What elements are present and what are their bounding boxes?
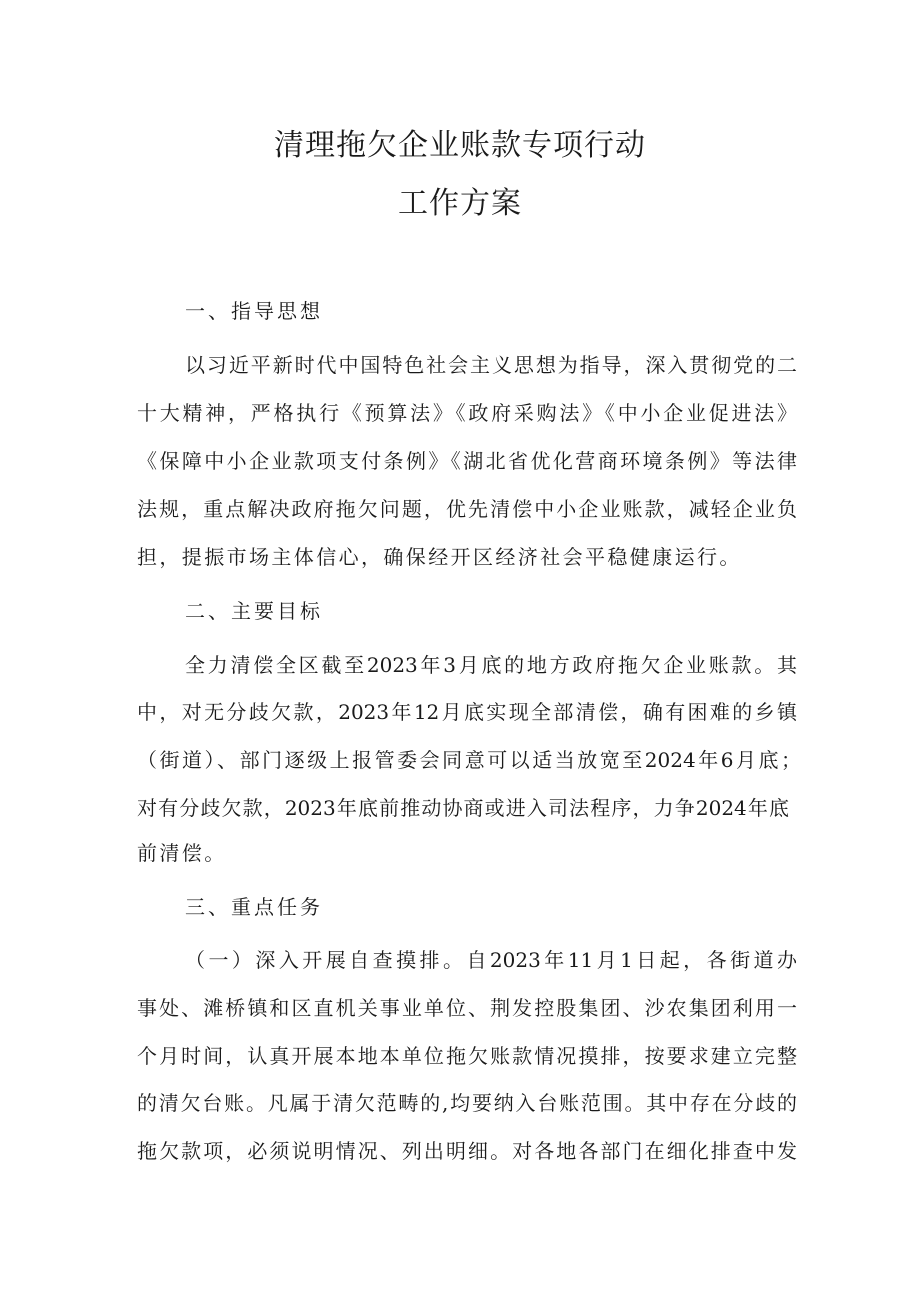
section-heading-key-tasks: 三、重点任务 xyxy=(185,895,323,919)
document-title-line-1: 清理拖欠企业账款专项行动 xyxy=(274,128,646,163)
paragraph-line: 法规，重点解决政府拖欠问题，优先清偿中小企业账款，减轻企业负 xyxy=(137,497,797,521)
paragraph-line: 十大精神，严格执行《预算法》《政府采购法》《中小企业促进法》 xyxy=(137,401,797,425)
paragraph-line: 个月时间，认真开展本地本单位拖欠账款情况摸排，按要求建立完整 xyxy=(137,1044,797,1068)
paragraph-line: 以习近平新时代中国特色社会主义思想为指导，深入贯彻党的二 xyxy=(185,353,797,377)
paragraph-line: 的清欠台账。凡属于清欠范畴的,均要纳入台账范围。其中存在分歧的 xyxy=(137,1091,797,1115)
paragraph-line: （街道）、部门逐级上报管委会同意可以适当放宽至2024年6月底； xyxy=(137,748,801,772)
paragraph-line: （一）深入开展自查摸排。自2023年11月1日起，各街道办 xyxy=(185,948,797,972)
paragraph-line: 《保障中小企业款项支付条例》《湖北省优化营商环境条例》等法律 xyxy=(137,449,797,473)
paragraph-line: 前清偿。 xyxy=(137,841,227,865)
section-heading-main-goals: 二、主要目标 xyxy=(185,599,323,623)
paragraph-line: 全力清偿全区截至2023年3月底的地方政府拖欠企业账款。其 xyxy=(185,653,797,677)
paragraph-line: 拖欠款项，必须说明情况、列出明细。对各地各部门在细化排查中发 xyxy=(137,1139,797,1163)
paragraph-line: 对有分歧欠款，2023年底前推动协商或进入司法程序，力争2024年底 xyxy=(137,796,789,820)
section-heading-guiding-ideology: 一、指导思想 xyxy=(185,299,323,323)
document-title-line-2: 工作方案 xyxy=(398,186,522,221)
paragraph-line: 中，对无分歧欠款，2023年12月底实现全部清偿，确有困难的乡镇 xyxy=(137,700,797,724)
paragraph-line: 事处、滩桥镇和区直机关事业单位、荆发控股集团、沙农集团利用一 xyxy=(137,996,797,1020)
paragraph-line: 担，提振市场主体信心，确保经开区经济社会平稳健康运行。 xyxy=(137,545,742,569)
